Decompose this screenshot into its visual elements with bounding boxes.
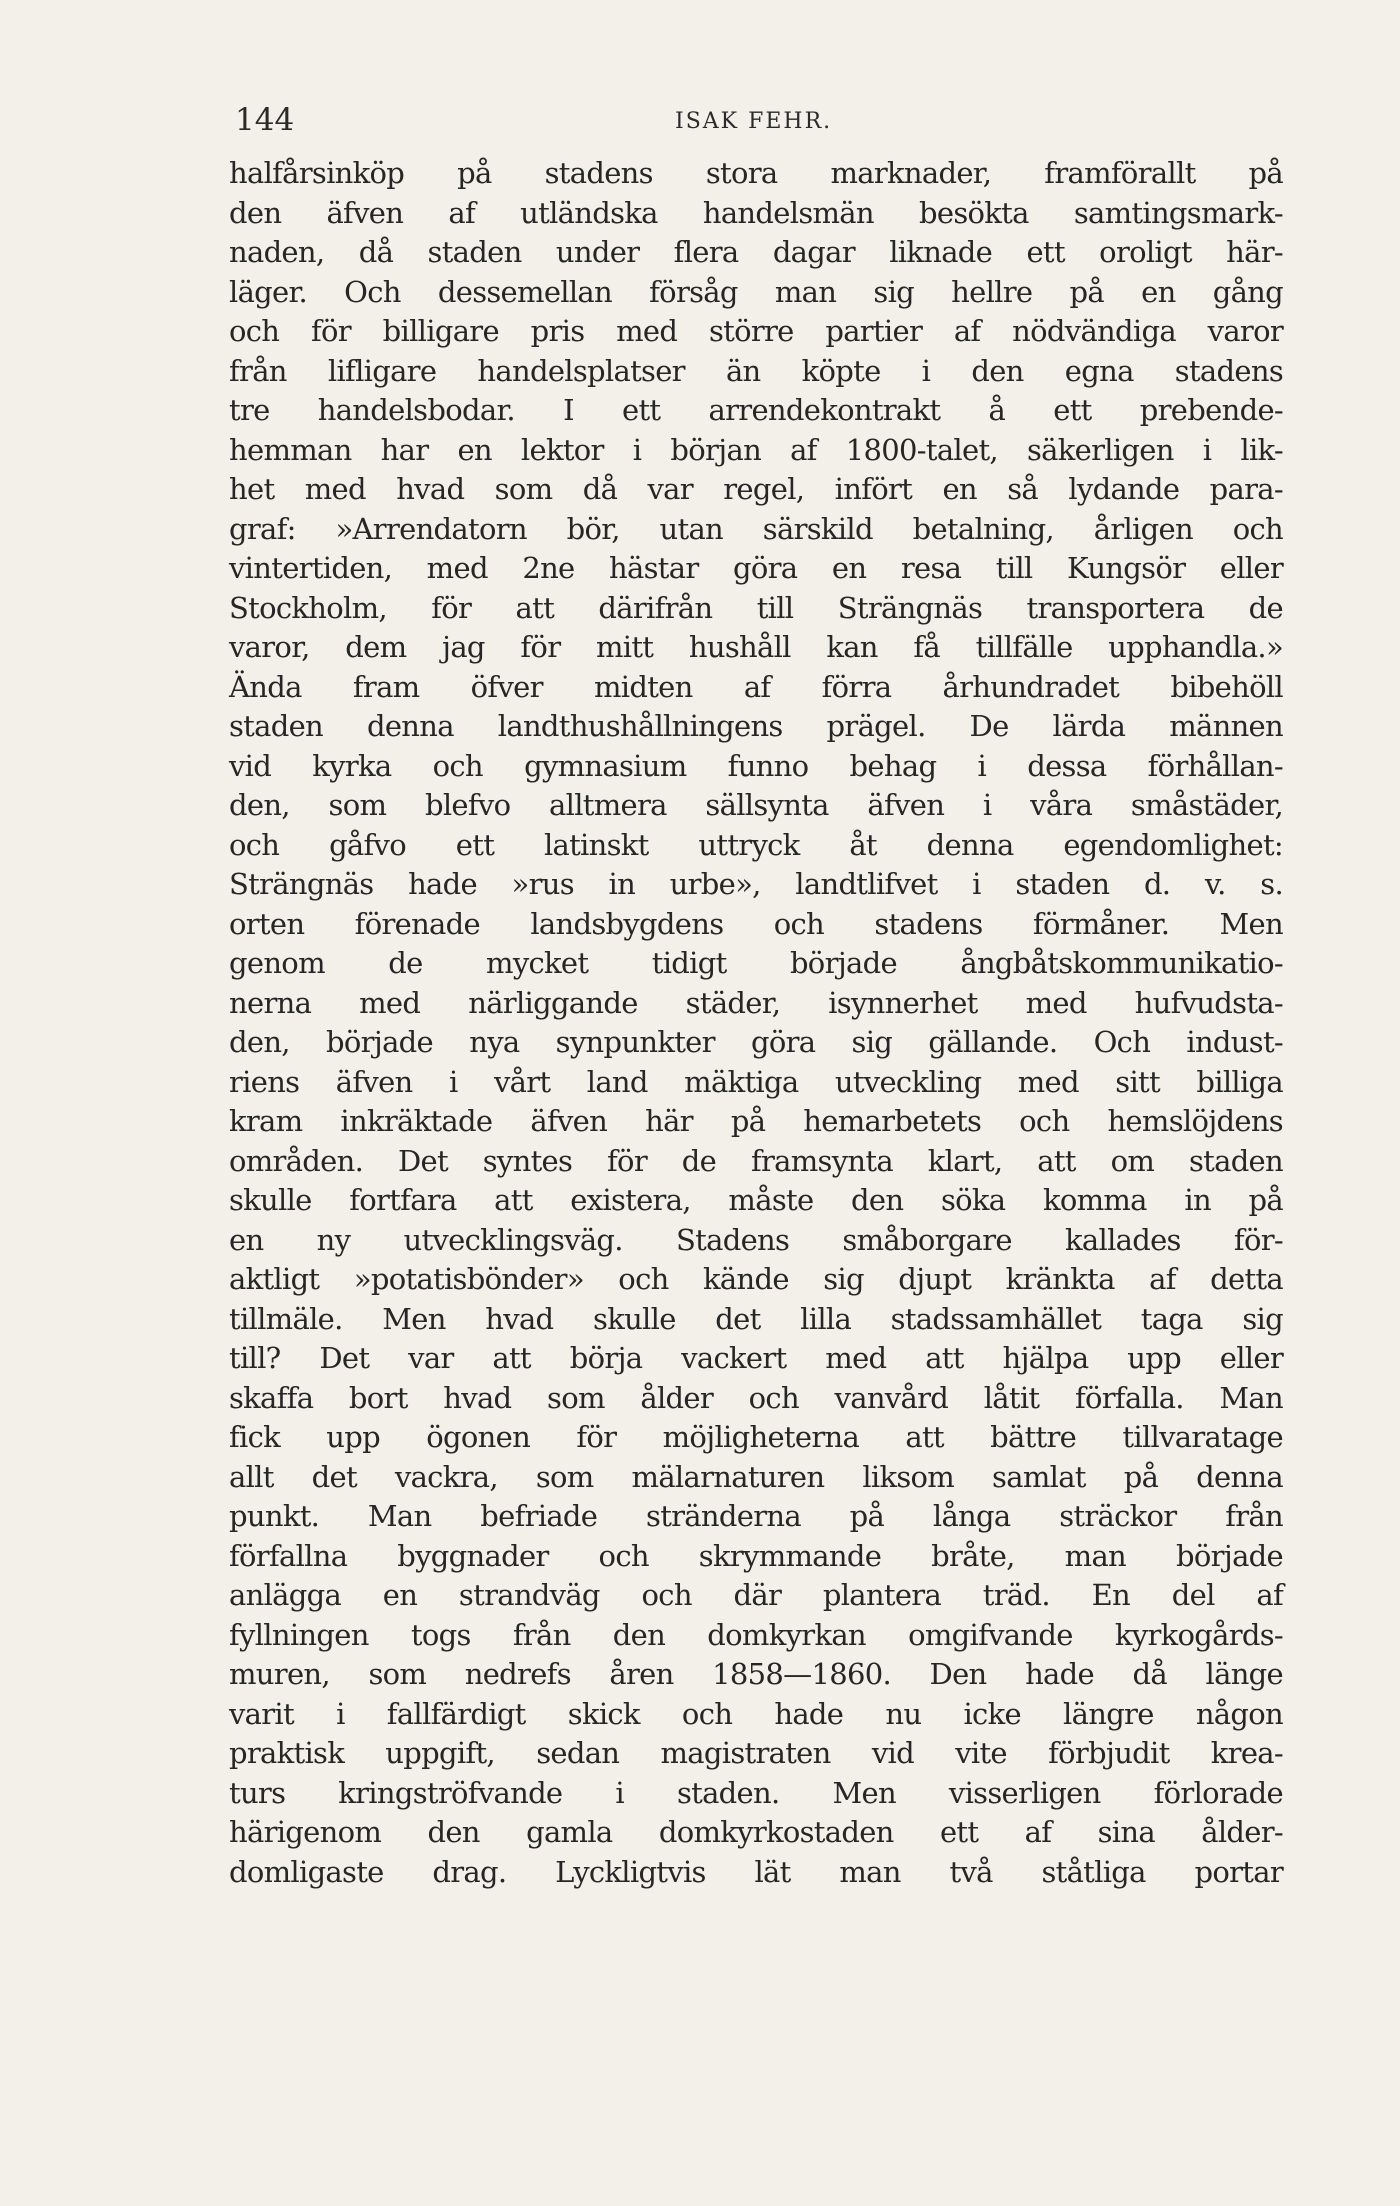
text-line: riens äfven i vårt land mäktiga utveckling med sitt billiga	[229, 1064, 1283, 1099]
text-line: varor, dem jag för mitt hushåll kan få tillfälle upphandla.»	[229, 630, 1283, 664]
text-line: nerna med närliggande städer, isynnerhet med hufvudsta-	[229, 985, 1283, 1020]
text-line: praktisk uppgift, sedan magistraten vid vite förbjudit krea-	[229, 1736, 1283, 1770]
text-line: tillmäle. Men hvad skulle det lilla stadssamhället taga sig	[229, 1301, 1283, 1336]
text-line: turs kringströfvande i staden. Men visserligen förlorade	[229, 1775, 1283, 1810]
running-head	[235, 100, 1279, 140]
text-line: och för billigare pris med större partier af nödvändiga varor	[229, 314, 1283, 348]
text-line: Strängnäs hade »rus in urbe», landtlifvet i staden d. v. s.	[229, 867, 1283, 901]
text-line: Ända fram öfver midten af förra århundradet bibehöll	[229, 669, 1283, 704]
text-line: naden, då staden under flera dagar liknade ett oroligt här-	[229, 235, 1283, 269]
text-line: muren, som nedrefs åren 1858—1860. Den hade då länge	[229, 1657, 1283, 1691]
text-line: aktligt »potatisbönder» och kände sig djupt kränkta af detta	[229, 1262, 1283, 1296]
text-line: orten förenade landsbygdens och stadens förmåner. Men	[229, 906, 1283, 941]
text-line: den, som blefvo alltmera sällsynta äfven i våra småstäder,	[229, 788, 1283, 822]
text-line: halfårsinköp på stadens stora marknader, framförallt på	[229, 156, 1283, 190]
text-line: en ny utvecklingsväg. Stadens småborgare kallades för-	[229, 1222, 1283, 1257]
text-line: skulle fortfara att existera, måste den söka komma in på	[229, 1183, 1283, 1217]
text-line: vid kyrka och gymnasium funno behag i dessa förhållan-	[229, 748, 1283, 783]
text-line: till? Det var att börja vackert med att hjälpa upp eller	[229, 1341, 1283, 1375]
text-line: varit i fallfärdigt skick och hade nu icke längre någon	[229, 1696, 1283, 1731]
text-line: från lifligare handelsplatser än köpte i den egna stadens	[229, 353, 1283, 388]
text-line: områden. Det syntes för de framsynta klart, att om staden	[229, 1143, 1283, 1178]
text-line: och gåfvo ett latinskt uttryck åt denna egendomlighet:	[229, 827, 1283, 862]
text-line: staden denna landthushållningens prägel. De lärda männen	[229, 709, 1283, 743]
text-line: vintertiden, med 2ne hästar göra en resa till Kungsör eller	[229, 551, 1283, 585]
text-line: domligaste drag. Lyckligtvis lät man två ståtliga portar	[229, 1854, 1283, 1889]
text-line: den äfven af utländska handelsmän besökta samtingsmark-	[229, 195, 1283, 230]
page-number: 144	[235, 102, 295, 138]
text-line: kram inkräktade äfven här på hemarbetets och hemslöjdens	[229, 1104, 1283, 1138]
text-line: anlägga en strandväg och där plantera träd. En del af	[229, 1578, 1283, 1612]
text-line: punkt. Man befriade stränderna på långa sträckor från	[229, 1499, 1283, 1533]
text-line: tre handelsbodar. I ett arrendekontrakt å ett prebende-	[229, 393, 1283, 427]
text-line: allt det vackra, som mälarnaturen liksom samlat på denna	[229, 1459, 1283, 1494]
text-line: hemman har en lektor i början af 1800-talet, säkerligen i lik-	[229, 432, 1283, 467]
text-line: graf: »Arrendatorn bör, utan särskild betalning, årligen och	[229, 511, 1283, 546]
body-text	[229, 154, 1283, 1892]
text-line: härigenom den gamla domkyrkostaden ett af sina ålder-	[229, 1815, 1283, 1849]
text-line: Stockholm, för att därifrån till Strängnäs transportera de	[229, 590, 1283, 625]
text-line: fyllningen togs från den domkyrkan omgifvande kyrkogårds-	[229, 1617, 1283, 1652]
text-line: skaffa bort hvad som ålder och vanvård låtit förfalla. Man	[229, 1380, 1283, 1415]
text-line: läger. Och dessemellan försåg man sig hellre på en gång	[229, 274, 1283, 309]
text-line: förfallna byggnader och skrymmande bråte, man började	[229, 1538, 1283, 1573]
running-title: ISAK FEHR.	[675, 109, 833, 134]
text-line: genom de mycket tidigt började ångbåtskommunikatio-	[229, 946, 1283, 980]
text-line: het med hvad som då var regel, infört en så lydande para-	[229, 472, 1283, 506]
text-line: fick upp ögonen för möjligheterna att bättre tillvaratage	[229, 1420, 1283, 1454]
text-line: den, började nya synpunkter göra sig gällande. Och indust-	[229, 1025, 1283, 1059]
